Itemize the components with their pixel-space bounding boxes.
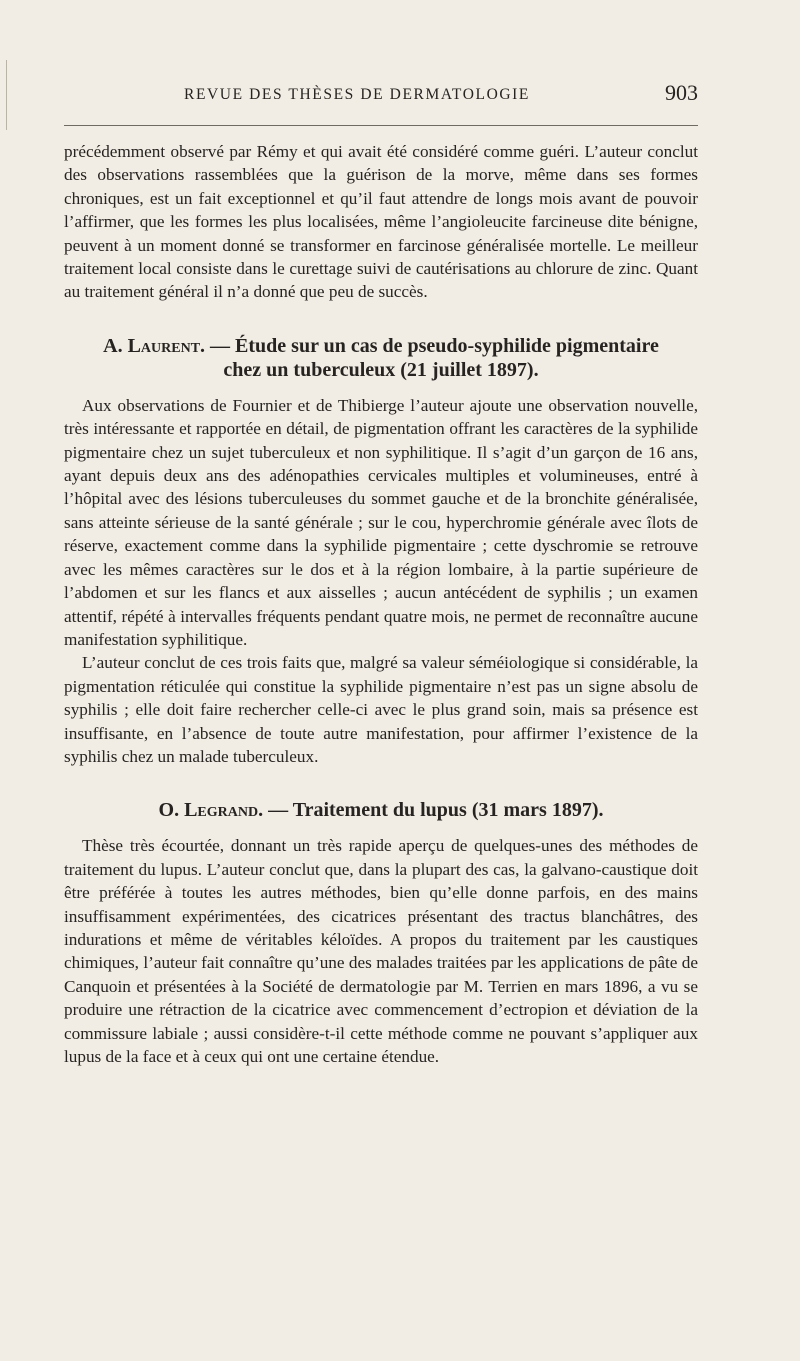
author-legrand: O. Legrand. (158, 799, 264, 822)
continued-paragraph: précédemment observé par Rémy et qui avait été considéré comme guéri. L’auteur conclut des observations rassemblées que la guérison de la morve, même dans ses formes chroniques, est un fait exceptionnel et qu’il faut attendre de longs mois avant de pouvoir l’affirmer, que les formes les plus localisées, même l’angioleucite farcineuse dite bénigne, peuvent à un moment donné se transformer en farcinose généralisée mortelle. Le meilleur traitement local consiste dans le curettage suivi de cautérisations au chlorure de zinc. Quant au traitement général il n’a donné que peu de succès. (64, 142, 698, 302)
laurent-paragraph-2: L’auteur conclut de ces trois faits que, malgré sa valeur séméiologique si considérable, la pigmentation réticulée qui constitue la syphilide pigmentaire n’est pas un signe absolu de syphilis ; elle doit faire rechercher celle-ci avec le plus grand soin, mais sa présence est insuffisante, en l’absence de toute autre manifestation, pour affirmer l’existence de la syphilis chez un malade tuberculeux. (64, 653, 698, 766)
page-number: 903 (665, 80, 698, 105)
page-edge-mark (6, 60, 7, 130)
legrand-paragraph-1: Thèse très écourtée, donnant un très rapide aperçu de quelques-unes des méthodes de traitement du lupus. L’auteur conclut que, dans la plupart des cas, la galvano-caustique doit être préférée à toutes les autres méthodes, bien qu’elle donne parfois, en des mains insuffisamment expérimentées, des cicatrices présentant des tractus blanchâtres, des indurations et même de véritables kéloïdes. A propos du traitement par les caustiques chimiques, l’auteur fait connaître qu’une des malades traitées par les applications de pâte de Canquoin et présentées à la Société de dermatologie par M. Terrien en mars 1896, a vu se produire une rétraction de la cicatrice avec commencement d’ectropion et déviation de la commissure labiale ; aussi considère-t-il cette méthode comme ne pouvant s’appliquer aux lupus de la face et à ceux qui ont une certaine étendue. (64, 836, 698, 1066)
title-laurent-line-1: — Étude sur un cas de pseudo-syphilide pigmentaire (210, 334, 659, 357)
section-title-legrand (64, 798, 698, 822)
title-legrand: — Traitement du lupus (31 mars 1897). (268, 799, 604, 822)
page-header (64, 80, 698, 114)
header-rule (64, 125, 698, 126)
running-head: REVUE DES THÈSES DE DERMATOLOGIE (184, 86, 530, 103)
author-laurent: A. Laurent. (103, 334, 206, 357)
section-title-laurent (64, 334, 698, 382)
page-body (64, 140, 698, 1068)
laurent-paragraph-1: Aux observations de Fournier et de Thibierge l’auteur ajoute une observation nouvelle, très intéressante et rapportée en détail, de pigmentation offrant les caractères de la syphilide pigmentaire chez un sujet tuberculeux et non syphilitique. Il s’agit d’un garçon de 16 ans, ayant depuis deux ans des adénopathies cervicales multiples et volumineuses, entré à l’hôpital avec des lésions tuberculeuses du sommet gauche et de la bronchite généralisée, sans atteinte sérieuse de la santé générale ; sur le cou, hyperchromie générale avec îlots de réserve, exactement comme dans la syphilide pigmentaire ; cette dyschromie se retrouve avec les mêmes caractères sur le dos et à la région lombaire, à la partie supérieure de l’abdomen et sur les flancs et aux aisselles ; aucun antécédent de syphilis ; un examen attentif, répété à intervalles fréquents pendant quatre mois, ne permet de reconnaître aucune manifestation syphilitique. (64, 395, 698, 649)
title-laurent-line-2: chez un tuberculeux (21 juillet 1897). (223, 358, 539, 381)
